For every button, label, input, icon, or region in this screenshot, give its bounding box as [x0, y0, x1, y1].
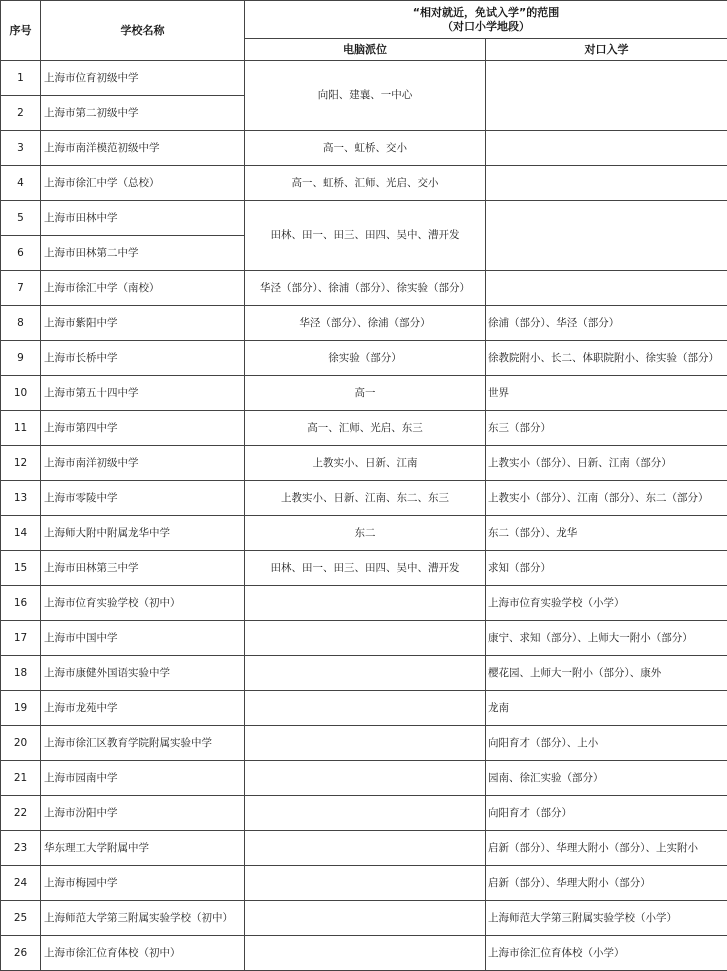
row-school: 上海市徐汇中学（总校）: [41, 166, 245, 201]
row-school: 上海市田林第二中学: [41, 236, 245, 271]
row-no: 26: [1, 936, 41, 971]
row-pc: 向阳、建襄、一中心: [245, 61, 486, 131]
header-range: [245, 1, 727, 39]
row-no: 9: [1, 341, 41, 376]
table-row: [1, 481, 727, 516]
row-school: 上海师大附中附属龙华中学: [41, 516, 245, 551]
row-school: 上海市南洋初级中学: [41, 446, 245, 481]
row-direct: 樱花园、上师大一附小（部分）、康外: [486, 656, 727, 691]
table-row: [1, 271, 727, 306]
table-row: [1, 201, 727, 236]
row-pc: 徐实验（部分）: [245, 341, 486, 376]
row-pc: [245, 831, 486, 866]
table-row: [1, 621, 727, 656]
table-row: [1, 551, 727, 586]
table-row: [1, 866, 727, 901]
row-direct: 向阳育才（部分）: [486, 796, 727, 831]
row-no: 11: [1, 411, 41, 446]
header-direct: 对口入学: [486, 39, 727, 61]
row-school: 上海市汾阳中学: [41, 796, 245, 831]
row-pc: 东二: [245, 516, 486, 551]
row-direct: 启新（部分）、华理大附小（部分）、上实附小: [486, 831, 727, 866]
row-pc: 华泾（部分）、徐浦（部分）、徐实验（部分）: [245, 271, 486, 306]
row-no: 12: [1, 446, 41, 481]
row-direct: 上海市位育实验学校（小学）: [486, 586, 727, 621]
header-range-line2: （对口小学地段）: [247, 20, 725, 34]
row-school: 上海市第四中学: [41, 411, 245, 446]
row-no: 20: [1, 726, 41, 761]
table-row: [1, 831, 727, 866]
row-school: 上海市第五十四中学: [41, 376, 245, 411]
row-direct: 上海师范大学第三附属实验学校（小学）: [486, 901, 727, 936]
table-row: [1, 411, 727, 446]
row-school: 上海市位育初级中学: [41, 61, 245, 96]
row-no: 17: [1, 621, 41, 656]
row-direct: 徐浦（部分）、华泾（部分）: [486, 306, 727, 341]
row-no: 25: [1, 901, 41, 936]
row-direct: 向阳育才（部分）、上小: [486, 726, 727, 761]
row-pc: [245, 726, 486, 761]
row-direct: 上海市徐汇位育体校（小学）: [486, 936, 727, 971]
row-pc: [245, 866, 486, 901]
row-direct: 求知（部分）: [486, 551, 727, 586]
row-direct: 启新（部分）、华理大附小（部分）: [486, 866, 727, 901]
row-no: 16: [1, 586, 41, 621]
row-pc: [245, 796, 486, 831]
row-direct: 康宁、求知（部分）、上师大一附小（部分）: [486, 621, 727, 656]
row-school: 上海市位育实验学校（初中）: [41, 586, 245, 621]
row-pc: 高一: [245, 376, 486, 411]
row-direct: 世界: [486, 376, 727, 411]
row-direct: [486, 201, 727, 271]
row-no: 8: [1, 306, 41, 341]
row-pc: 上教实小、日新、江南: [245, 446, 486, 481]
row-pc: [245, 901, 486, 936]
row-no: 7: [1, 271, 41, 306]
row-school: 华东理工大学附属中学: [41, 831, 245, 866]
header-pc: 电脑派位: [245, 39, 486, 61]
row-no: 23: [1, 831, 41, 866]
row-no: 13: [1, 481, 41, 516]
row-school: 上海市中国中学: [41, 621, 245, 656]
row-no: 6: [1, 236, 41, 271]
table-row: [1, 691, 727, 726]
row-direct: 上教实小（部分）、日新、江南（部分）: [486, 446, 727, 481]
row-pc: [245, 761, 486, 796]
table-row: [1, 306, 727, 341]
row-no: 10: [1, 376, 41, 411]
row-direct: 东二（部分）、龙华: [486, 516, 727, 551]
row-no: 15: [1, 551, 41, 586]
row-school: 上海市徐汇区教育学院附属实验中学: [41, 726, 245, 761]
row-pc: [245, 936, 486, 971]
row-school: 上海市徐汇位育体校（初中）: [41, 936, 245, 971]
row-school: 上海师范大学第三附属实验学校（初中）: [41, 901, 245, 936]
table-row: [1, 341, 727, 376]
row-no: 5: [1, 201, 41, 236]
row-no: 3: [1, 131, 41, 166]
row-no: 18: [1, 656, 41, 691]
table-row: [1, 936, 727, 971]
row-direct: 上教实小（部分）、江南（部分）、东二（部分）: [486, 481, 727, 516]
table-row: [1, 656, 727, 691]
row-school: 上海市第二初级中学: [41, 96, 245, 131]
row-direct: 徐教院附小、长二、体职院附小、徐实验（部分）: [486, 341, 727, 376]
row-no: 21: [1, 761, 41, 796]
table-row: [1, 61, 727, 96]
row-school: 上海市零陵中学: [41, 481, 245, 516]
row-pc: [245, 656, 486, 691]
row-pc: 田林、田一、田三、田四、吴中、漕开发: [245, 201, 486, 271]
row-direct: [486, 131, 727, 166]
row-school: 上海市徐汇中学（南校）: [41, 271, 245, 306]
row-pc: 上教实小、日新、江南、东二、东三: [245, 481, 486, 516]
table-row: [1, 726, 727, 761]
row-direct: [486, 61, 727, 131]
row-school: 上海市田林第三中学: [41, 551, 245, 586]
row-pc: [245, 691, 486, 726]
row-school: 上海市梅园中学: [41, 866, 245, 901]
row-direct: [486, 271, 727, 306]
row-no: 2: [1, 96, 41, 131]
row-no: 22: [1, 796, 41, 831]
row-direct: 东三（部分）: [486, 411, 727, 446]
table-row: [1, 586, 727, 621]
table-row: [1, 166, 727, 201]
row-no: 14: [1, 516, 41, 551]
table-row: [1, 131, 727, 166]
header-range-line1: “相对就近，免试入学”的范围: [247, 6, 725, 20]
row-school: 上海市康健外国语实验中学: [41, 656, 245, 691]
row-pc: 田林、田一、田三、田四、吴中、漕开发: [245, 551, 486, 586]
row-direct: [486, 166, 727, 201]
row-school: 上海市园南中学: [41, 761, 245, 796]
row-pc: 高一、汇师、光启、东三: [245, 411, 486, 446]
row-no: 4: [1, 166, 41, 201]
row-pc: 华泾（部分）、徐浦（部分）: [245, 306, 486, 341]
row-direct: 龙南: [486, 691, 727, 726]
row-school: 上海市紫阳中学: [41, 306, 245, 341]
table-row: [1, 761, 727, 796]
row-school: 上海市长桥中学: [41, 341, 245, 376]
row-school: 上海市南洋模范初级中学: [41, 131, 245, 166]
row-no: 19: [1, 691, 41, 726]
row-pc: [245, 586, 486, 621]
row-no: 1: [1, 61, 41, 96]
row-pc: [245, 621, 486, 656]
table-row: [1, 446, 727, 481]
row-school: 上海市龙苑中学: [41, 691, 245, 726]
table-row: [1, 376, 727, 411]
row-school: 上海市田林中学: [41, 201, 245, 236]
table-row: [1, 516, 727, 551]
table-row: [1, 796, 727, 831]
header-school: 学校名称: [41, 1, 245, 61]
header-no: 序号: [1, 1, 41, 61]
row-pc: 高一、虹桥、汇师、光启、交小: [245, 166, 486, 201]
row-pc: 高一、虹桥、交小: [245, 131, 486, 166]
table-row: [1, 901, 727, 936]
row-direct: 园南、徐汇实验（部分）: [486, 761, 727, 796]
row-no: 24: [1, 866, 41, 901]
